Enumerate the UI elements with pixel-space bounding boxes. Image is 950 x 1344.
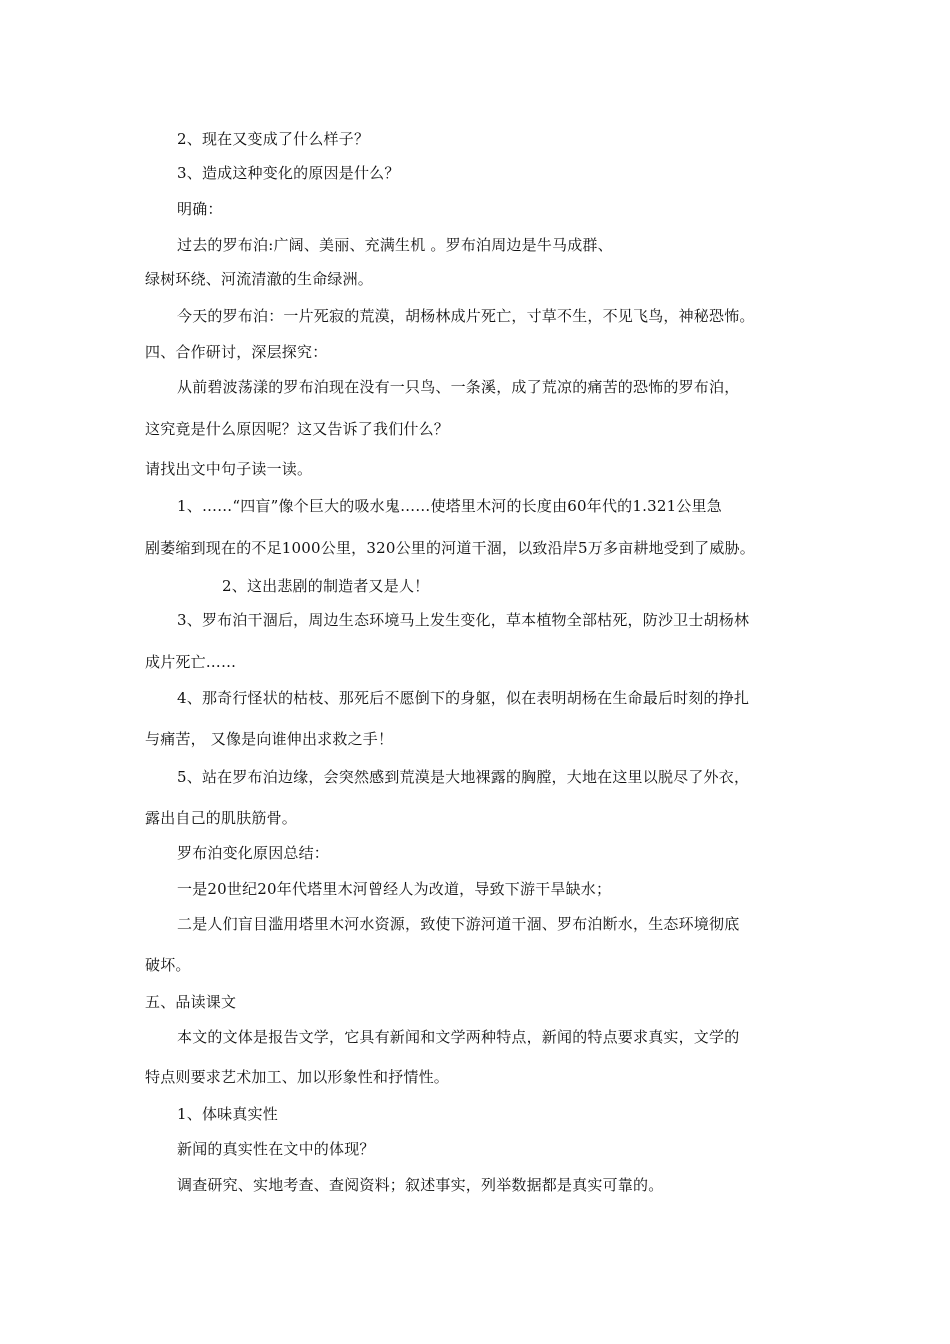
paragraph-line: 本文的文体是报告文学，它具有新闻和文学两种特点，新闻的特点要求真实，文学的 [177,1028,740,1046]
paragraph-line: 成片死亡…… [145,653,237,671]
paragraph-line: 特点则要求艺术加工、加以形象性和抒情性。 [145,1068,450,1086]
question-line-2: 2、现在又变成了什么样子？ [177,130,370,148]
answer-line: 调查研究、实地考查、查阅资料；叙述事实，列举数据都是真实可靠的。 [177,1176,664,1194]
quote-line-1: 1、……“四盲”像个巨大的吸水鬼……使塔里木河的长度由60年代的1.321公里急 [177,497,722,515]
answer-heading: 明确： [177,200,223,218]
paragraph-line: 今天的罗布泊：一片死寂的荒漠，胡杨林成片死亡，寸草不生，不见飞鸟，神秘恐怖。 [177,307,755,325]
question-line: 新闻的真实性在文中的体现？ [177,1140,375,1158]
paragraph-line: 破坏。 [145,956,191,974]
paragraph-line: 这究竟是什么原因呢？这又告诉了我们什么？ [145,420,450,438]
paragraph-line: 绿树环绕、河流清澈的生命绿洲。 [145,270,374,288]
summary-line-2: 二是人们盲目滥用塔里木河水资源，致使下游河道干涸、罗布泊断水，生态环境彻底 [177,915,740,933]
section-heading-5: 五、品读课文 [145,993,237,1011]
quote-line-2: 2、这出悲剧的制造者又是人！ [222,577,430,595]
summary-heading: 罗布泊变化原因总结： [177,844,330,862]
paragraph-line: 与痛苦， 又像是向谁伸出求救之手！ [145,730,394,748]
paragraph-line: 从前碧波荡漾的罗布泊现在没有一只鸟、一条溪，成了荒凉的痛苦的恐怖的罗布泊， [177,378,740,396]
quote-line-5: 5、站在罗布泊边缘，会突然感到荒漠是大地裸露的胸膛，大地在这里以脱尽了外衣， [177,768,750,786]
paragraph-line: 过去的罗布泊:广阔、美丽、充满生机 。罗布泊周边是牛马成群、 [177,236,613,254]
summary-line-1: 一是20世纪20年代塔里木河曾经人为改道，导致下游干旱缺水； [177,880,612,898]
paragraph-line: 露出自己的肌肤筋骨。 [145,809,298,827]
paragraph-line: 剧萎缩到现在的不足1000公里，320公里的河道干涸，以致沿岸5万多亩耕地受到了威胁。 [145,539,755,557]
paragraph-line: 请找出文中句子读一读。 [145,460,313,478]
question-line-3: 3、造成这种变化的原因是什么？ [177,164,400,182]
quote-line-4: 4、那奇行怪状的枯枝、那死后不愿倒下的身躯，似在表明胡杨在生命最后时刻的挣扎 [177,689,750,707]
section-heading-4: 四、合作研讨，深层探究： [145,343,328,361]
quote-line-3: 3、罗布泊干涸后，周边生态环境马上发生变化，草本植物全部枯死，防沙卫士胡杨林 [177,611,750,629]
subheading-1: 1、体味真实性 [177,1105,278,1123]
